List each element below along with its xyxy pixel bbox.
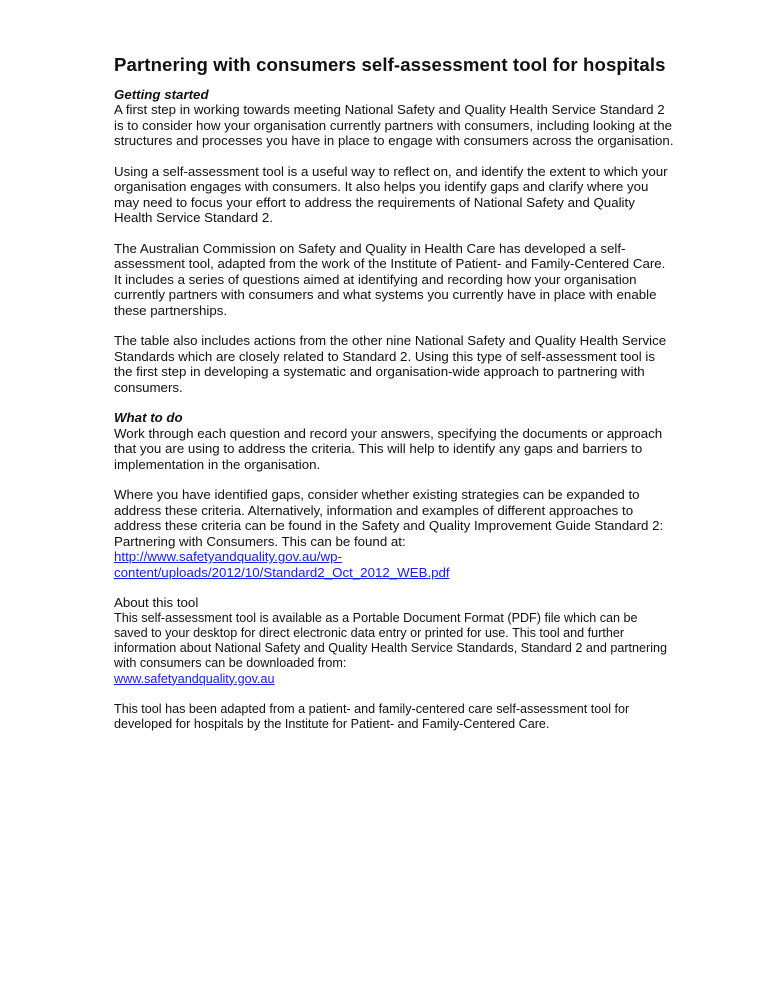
paragraph-getting-started-1: A first step in working towards meeting National Safety and Quality Health Service Standard 2 is to consider how your organisation currently partners with consumers, including looking at the structures and processes you have in place to engage with consumers across the organisation. bbox=[114, 102, 674, 149]
paragraph-about: This self-assessment tool is available as a Portable Document Format (PDF) file which can be saved to your desktop for direct electronic data entry or printed for use. This tool and further information about National Safety and Quality Health Service Standards, Standard 2 and partnering with consumers can be downloaded from: bbox=[114, 610, 668, 671]
standard2-guide-link[interactable] bbox=[114, 549, 674, 580]
link-line-1: http://www.safetyandquality.gov.au/wp- bbox=[114, 549, 342, 565]
heading-what-to-do: What to do bbox=[114, 410, 183, 426]
paragraph-getting-started-4: The table also includes actions from the other nine National Safety and Quality Health Service Standards which are closely related to Standard 2. Using this type of self-assessment tool is the first step in developing a systematic and organisation-wide approach to partnering with consumers. bbox=[114, 333, 667, 395]
paragraph-what-to-do-2: Where you have identified gaps, consider whether existing strategies can be expanded to address these criteria. Alternatively, information and examples of different approaches to address these criteria can be found in the Safety and Quality Improvement Guide Standard 2: Partnering with Consumers. This can be found at: bbox=[114, 487, 664, 549]
heading-about-this-tool: About this tool bbox=[114, 595, 199, 611]
paragraph-getting-started-2: Using a self-assessment tool is a useful way to reflect on, and identify the extent to which your organisation engages with consumers. It also helps you identify gaps and clarify where you may need to focus your effort to address the requirements of National Safety and Quality Health Service Standard 2. bbox=[114, 164, 668, 226]
page-title: Partnering with consumers self-assessment tool for hospitals bbox=[114, 54, 666, 75]
paragraph-what-to-do-2-block bbox=[114, 487, 674, 579]
document-page bbox=[114, 54, 674, 748]
link-line-2: content/uploads/2012/10/Standard2_Oct_2012_WEB.pdf bbox=[114, 564, 450, 580]
paragraph-what-to-do-1: Work through each question and record your answers, specifying the documents or approach that you are using to address the criteria. This will help to identify any gaps and barriers to implementation in the organisation. bbox=[114, 425, 663, 472]
paragraph-closing: This tool has been adapted from a patient- and family-centered care self-assessment tool for developed for hospitals by the Institute for Patient- and Family-Centered Care. bbox=[114, 702, 630, 732]
safetyandquality-link[interactable]: www.safetyandquality.gov.au bbox=[114, 671, 275, 686]
heading-getting-started: Getting started bbox=[114, 87, 209, 102]
paragraph-about-block bbox=[114, 611, 674, 687]
paragraph-getting-started-3: The Australian Commission on Safety and Quality in Health Care has developed a self-assessment tool, adapted from the work of the Institute of Patient- and Family-Centered Care. It includes a series of questions aimed at identifying and recording how your organisation currently partners with consumers and what systems you currently have in place with enable these partnerships. bbox=[114, 241, 666, 318]
